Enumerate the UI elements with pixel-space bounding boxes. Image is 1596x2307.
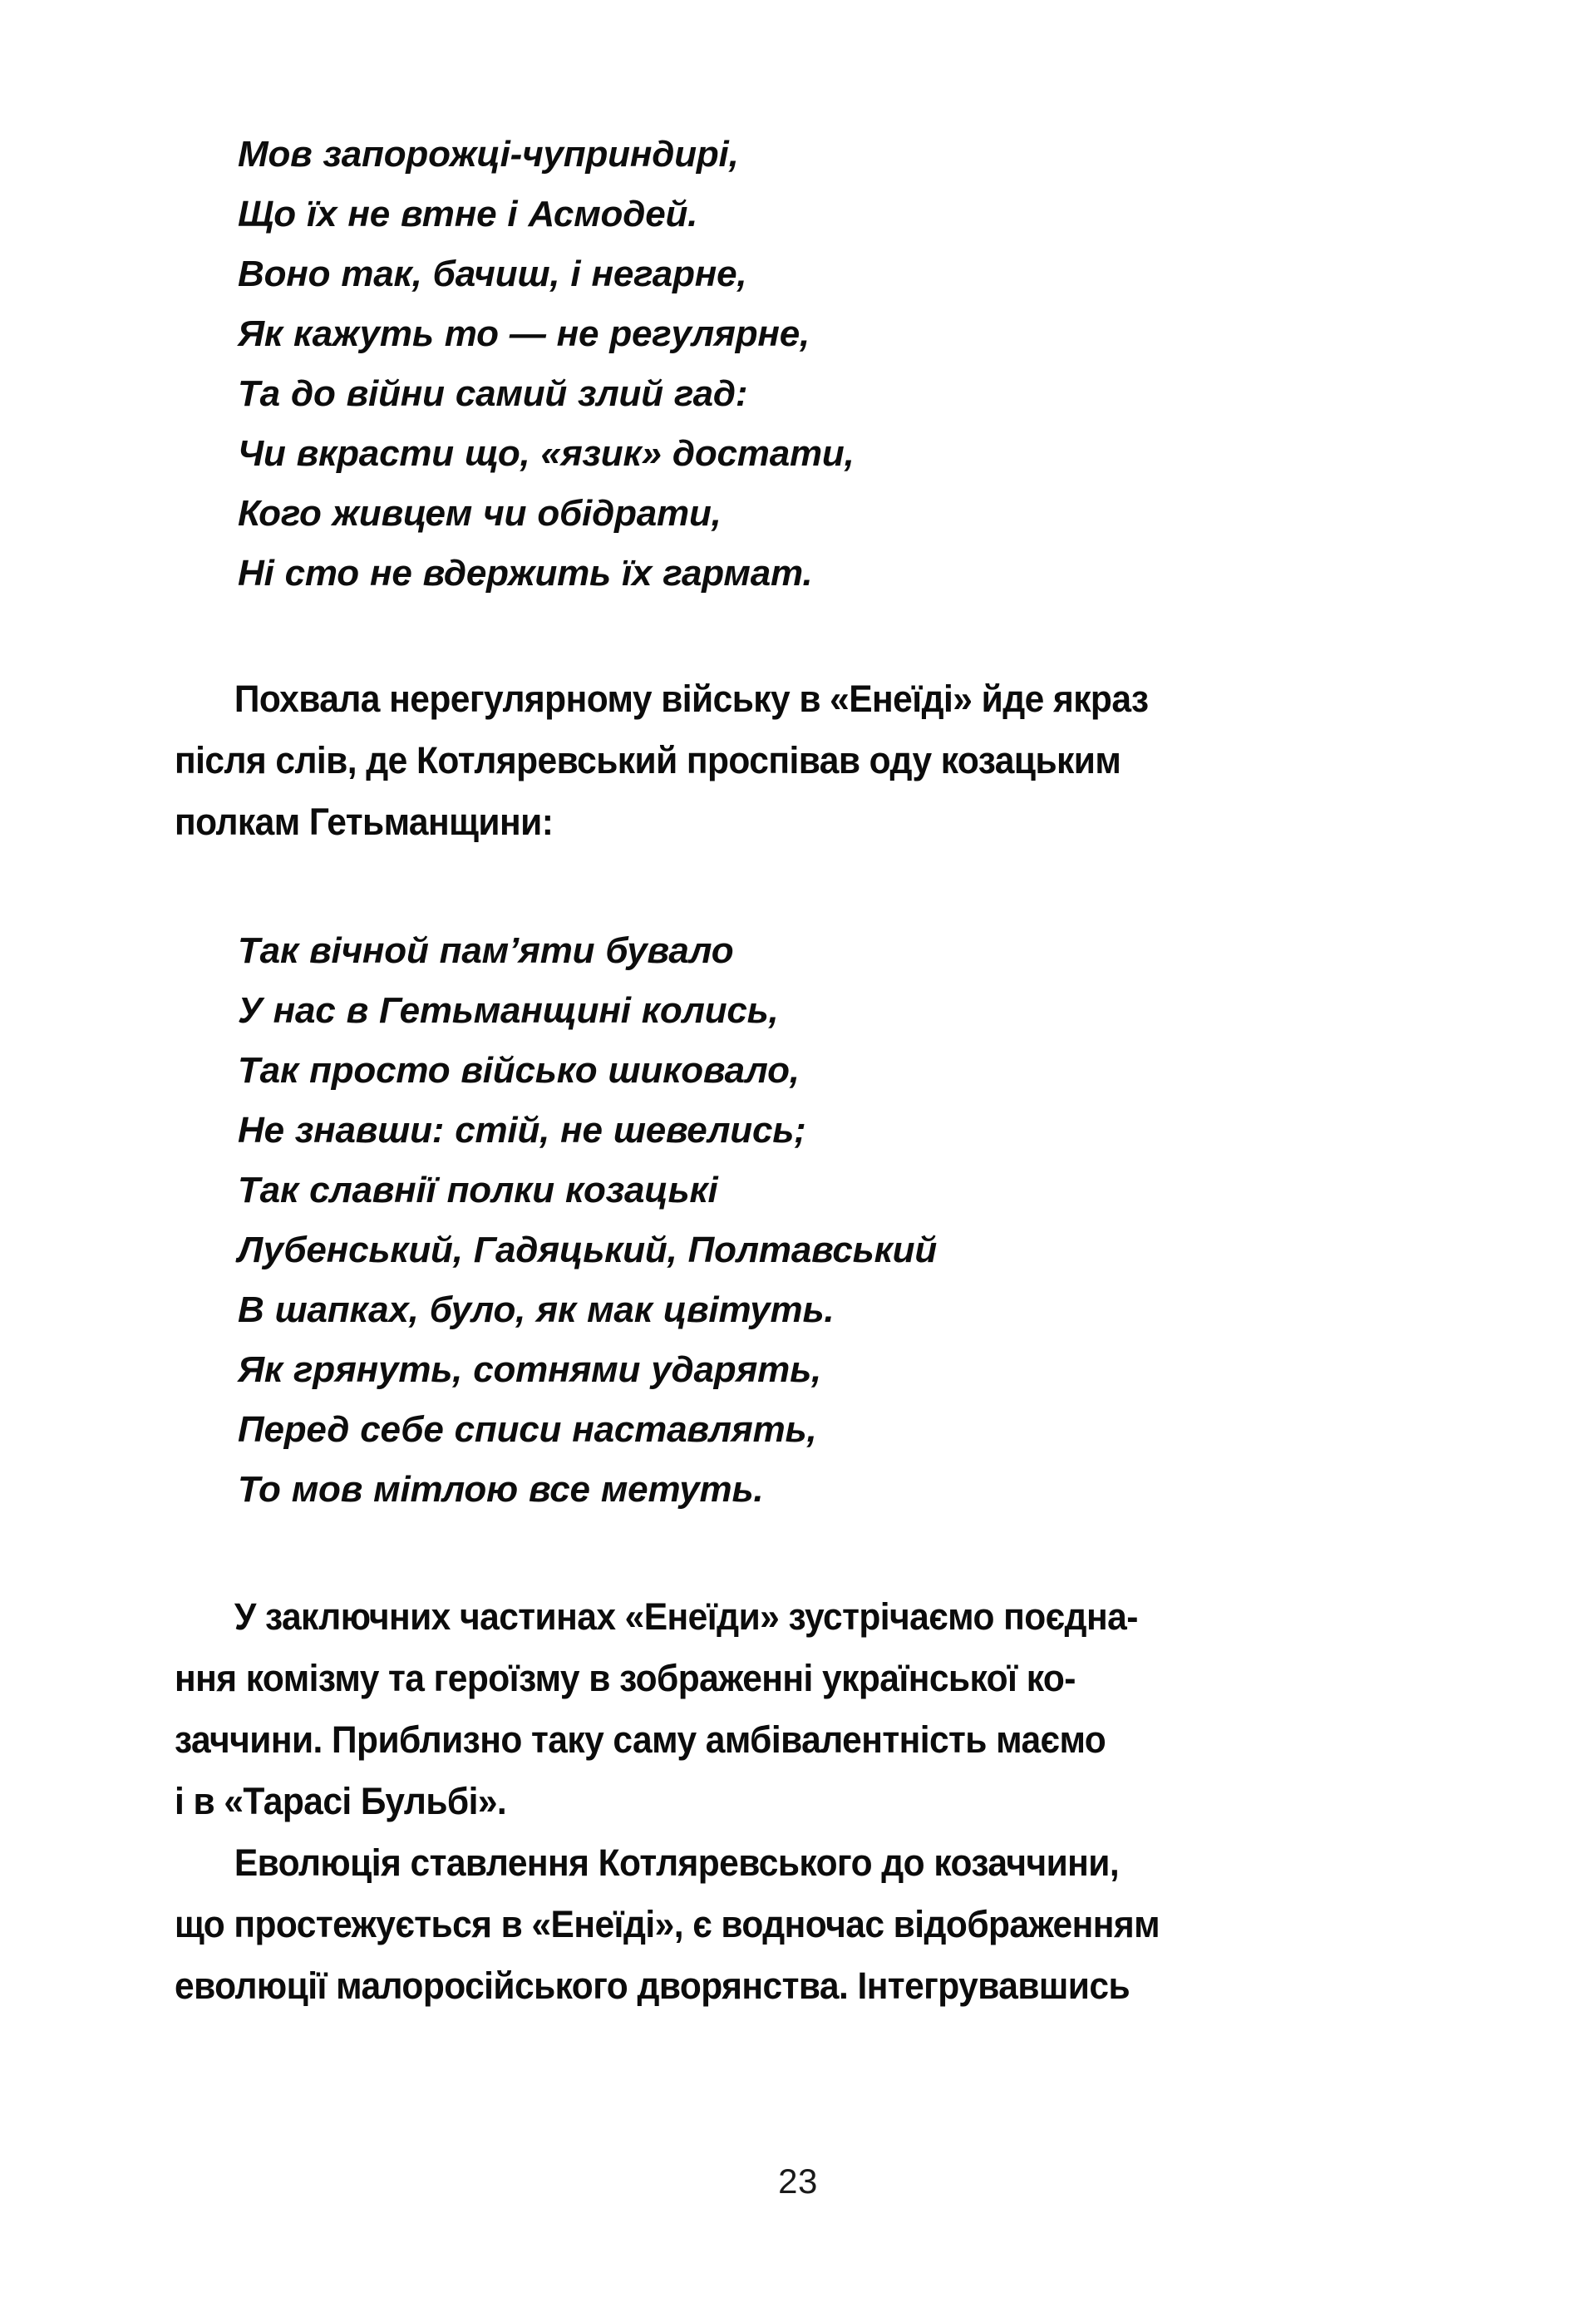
verse-line: Ні сто не вдержить їх гармат. bbox=[238, 553, 813, 594]
paragraph-line-text: У заключних частинах «Енеїди» зустрічаємо поєдна- bbox=[234, 1595, 1138, 1638]
verse-line: Так просто військо шиковало, bbox=[238, 1050, 800, 1091]
spacer bbox=[175, 853, 1382, 921]
page-content-column bbox=[175, 125, 1382, 2017]
verse-line: Як грянуть, сотнями ударять, bbox=[238, 1349, 822, 1390]
spacer bbox=[175, 1520, 1382, 1586]
verse-line: Перед себе списи наставлять, bbox=[238, 1409, 817, 1450]
paragraph-line bbox=[175, 1832, 1382, 1894]
verse-line: Воно так, бачиш, і негарне, bbox=[238, 254, 747, 294]
verse-line: У нас в Гетьманщині колись, bbox=[238, 990, 779, 1031]
verse-line: Не знавши: стій, не шевелись; bbox=[238, 1110, 806, 1151]
paragraph-line: що простежується в «Енеїді», є водночас відображенням bbox=[175, 1903, 1160, 1945]
paragraph-line: ння комізму та героїзму в зображенні української ко- bbox=[175, 1657, 1076, 1699]
paragraph-intro bbox=[175, 668, 1382, 853]
verse-line: Лубенський, Гадяцький, Полтавський bbox=[238, 1230, 938, 1270]
verse-line: Кого живцем чи обідрати, bbox=[238, 493, 722, 534]
verse-line: Як кажуть то — не регулярне, bbox=[238, 313, 810, 354]
paragraph-line-text: Еволюція ставлення Котляревського до козаччини, bbox=[234, 1841, 1120, 1884]
paragraph-line bbox=[175, 1586, 1382, 1648]
verse-line: Та до війни самий злий гад: bbox=[238, 373, 748, 414]
verse-line: В шапках, було, як мак цвітуть. bbox=[238, 1289, 835, 1330]
verse-line: Що їх не втне і Асмодей. bbox=[238, 194, 698, 234]
paragraph-body-two bbox=[175, 1832, 1382, 2017]
paragraph-line: після слів, де Котляревський проспівав оду козацьким bbox=[175, 739, 1121, 781]
paragraph-line: і в «Тарасі Бульбі». bbox=[175, 1780, 507, 1822]
paragraph-line: заччини. Приблизно таку саму амбівалентність маємо bbox=[175, 1718, 1106, 1761]
paragraph-line-text: Похвала нерегулярному війську в «Енеїді» йде якраз bbox=[234, 678, 1149, 720]
verse-line: То мов мітлою все метуть. bbox=[238, 1469, 764, 1510]
verse-line: Так вічной пам’яти бувало bbox=[238, 930, 734, 971]
verse-line: Чи вкрасти що, «язик» достати, bbox=[238, 433, 855, 474]
page-number: 23 bbox=[778, 2162, 818, 2201]
paragraph-line bbox=[175, 668, 1382, 730]
verse-line: Так славнії полки козацькі bbox=[238, 1170, 718, 1210]
paragraph-line: полкам Гетьманщини: bbox=[175, 801, 554, 843]
spacer bbox=[175, 604, 1382, 668]
verse-line: Мов запорожці-чуприндирі, bbox=[238, 134, 739, 175]
paragraph-body-one bbox=[175, 1586, 1382, 1832]
verse-stanza-two bbox=[175, 921, 1382, 1520]
paragraph-line: еволюції малоросійського дворянства. Інтегрувавшись bbox=[175, 1964, 1130, 2007]
verse-stanza-one bbox=[175, 125, 1382, 604]
